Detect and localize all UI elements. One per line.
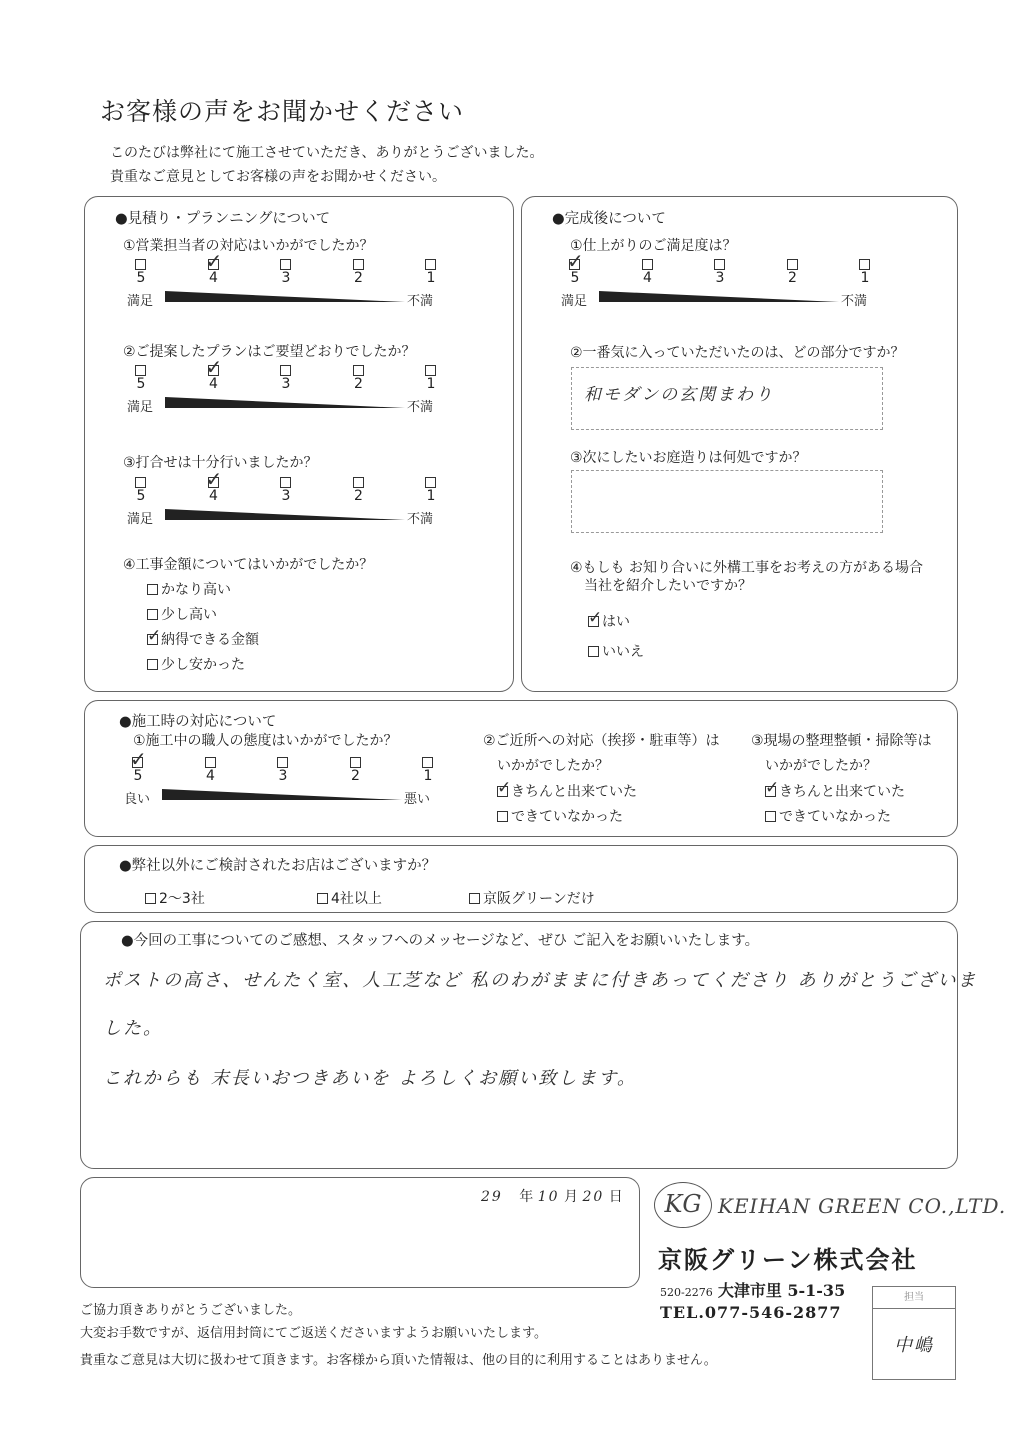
rating-number: 5 [136,488,146,504]
question-referral-2: 当社を紹介したいですか？ [584,578,752,594]
scale-label-good: 満足 [127,294,154,309]
intro-line-1: このたびは弊社にて施工させていただき、ありがとうございました。 [110,145,544,161]
date-month-label: 月 [564,1189,579,1205]
rating-checkbox[interactable] [353,365,364,376]
scale-label-bad: 不満 [407,294,434,309]
company-logo-text: KEIHAN GREEN CO.,LTD. [718,1194,1007,1218]
checkbox[interactable] [147,659,158,670]
checkmark-icon: ✓ [205,467,223,491]
scale-wedge [165,397,405,409]
checkbox[interactable] [317,893,328,904]
scale-label-bad: 不満 [407,512,434,527]
checkbox[interactable] [147,626,162,646]
rating-number: 1 [426,376,436,392]
scale-wedge-shape [165,291,405,302]
question-neighbors: ②ご近所への対応（挨拶・駐車等）は [483,733,720,749]
scale-label-good: 満足 [127,512,154,527]
message-line-3: これからも 末長いおつきあいを よろしくお願い致します。 [103,1068,637,1089]
rating-checkbox[interactable] [642,259,653,270]
rating-checkbox[interactable] [859,259,870,270]
question-cleanliness: ③現場の整理整頓・掃除等は [751,733,932,749]
checkmark-icon: ✓ [497,778,512,798]
estimate-section [84,196,514,692]
footer-line-3: 貴重なご意見は大切に扱わせて頂きます。お客様から頂いた情報は、他の目的に利用することはありません。 [80,1353,717,1368]
date-month: 10 [537,1189,560,1205]
scale-label-bad: 不満 [841,294,868,309]
section-title: ●完成後について [552,211,666,227]
option-label: 4社以上 [331,891,382,907]
rating-checkbox[interactable] [280,365,291,376]
scale-wedge [165,291,405,303]
question-sales-rep: ①営業担当者の対応はいかがでしたか？ [123,238,374,254]
option-label: きちんと出来ていた [779,784,905,800]
scale-label-good: 良い [124,792,151,807]
rating-checkbox[interactable] [135,259,146,270]
rating-number: 2 [354,376,363,392]
competitor-option[interactable] [469,888,595,908]
scale-label-bad: 悪い [404,792,431,807]
scale-label-good: 満足 [127,400,154,415]
cleanliness-ng[interactable] [765,806,891,826]
checkbox[interactable] [147,584,158,595]
rating-number: 3 [715,270,725,286]
option-label: 納得できる金額 [161,632,259,648]
date-year-label: 年 [519,1189,534,1205]
rating-number: 5 [136,270,146,286]
company-logo-mark: KG [654,1182,712,1228]
staff-stamp-box [872,1286,956,1380]
rating-number: 5 [133,768,143,784]
option-label: 京阪グリーンだけ [483,891,595,907]
next-garden-box[interactable] [571,470,883,533]
checkbox[interactable] [497,811,508,822]
option-label: できていなかった [779,809,891,825]
price-option[interactable] [147,579,231,599]
rating-number: 5 [570,270,580,286]
scale-wedge [599,291,839,303]
rating-checkbox[interactable] [205,757,216,768]
company-address [660,1278,845,1301]
construction-section [84,700,958,837]
rating-number: 2 [354,488,363,504]
rating-number: 2 [354,270,363,286]
address: 大津市里 5-1-35 [717,1281,846,1300]
company-tel: TEL.077-546-2877 [660,1303,842,1322]
scale-wedge-shape [165,397,405,408]
rating-scale[interactable] [124,747,442,817]
competitor-option[interactable] [145,888,205,908]
rating-checkbox[interactable] [422,757,433,768]
rating-scale[interactable] [127,355,445,425]
favorite-answer: 和モダンの玄関まわり [584,385,775,405]
scale-wedge [165,509,405,521]
question-plan: ②ご提案したプランはご要望どおりでしたか？ [123,344,416,360]
rating-number: 2 [788,270,797,286]
scale-label-bad: 不満 [407,400,434,415]
rating-scale[interactable] [127,467,445,537]
question-finish: ①仕上がりのご満足度は？ [570,238,737,254]
rating-checkbox[interactable] [135,365,146,376]
referral-yes[interactable] [588,608,630,631]
rating-number: 3 [281,376,291,392]
option-label: 少し高い [161,607,217,623]
rating-checkbox[interactable] [280,259,291,270]
competitor-section [84,845,958,913]
scale-wedge [162,789,402,801]
rating-checkbox[interactable] [353,477,364,488]
footer-line-2: 大変お手数ですが、返信用封筒にてご返送くださいますようお願いいたします。 [80,1326,547,1341]
price-option[interactable] [147,604,217,624]
section-title: ●今回の工事についてのご感想、スタッフへのメッセージなど、ぜひ ご記入をお願いいたします。 [121,933,760,949]
checkmark-icon: ✓ [130,747,147,771]
question-cleanliness-2: いかがでしたか？ [765,758,877,774]
question-favorite: ②一番気に入っていただいたのは、どの部分ですか？ [570,345,905,361]
question-next-garden: ③次にしたいお庭造りは何処ですか？ [570,450,807,466]
rating-number: 3 [281,488,291,504]
question-price: ④工事金額についてはいかがでしたか？ [123,557,374,573]
rating-number: 5 [136,376,146,392]
question-referral: ④もしも お知り合いに外構工事をお考えの方がある場合 [570,560,923,576]
option-label: きちんと出来ていた [511,784,637,800]
rating-checkbox[interactable] [350,757,361,768]
favorite-answer-box[interactable] [571,367,883,430]
rating-number: 4 [209,270,218,286]
footer-line-1: ご協力頂きありがとうございました。 [80,1303,302,1318]
question-neighbors-2: いかがでしたか？ [497,758,609,774]
rating-number: 1 [426,270,436,286]
section-title: ●弊社以外にご検討されたお店はございますか？ [119,858,437,874]
rating-checkbox[interactable] [135,477,146,488]
neighbors-ok[interactable] [497,778,637,801]
staff-name: 中嶋 [894,1335,934,1356]
rating-checkbox[interactable] [353,259,364,270]
rating-number: 1 [426,488,436,504]
message-line-2: した。 [103,1018,163,1039]
checkmark-icon: ✓ [765,778,780,798]
page-title: お客様の声をお聞かせください [100,97,465,126]
option-label: いいえ [602,644,644,660]
date-box [80,1177,640,1288]
checkmark-icon: ✓ [205,249,223,273]
section-title: ●施工時の対応について [119,714,277,730]
company-name: 京阪グリーン株式会社 [658,1245,918,1274]
date-day-label: 日 [608,1189,623,1205]
scale-label-good: 満足 [561,294,588,309]
rating-checkbox[interactable] [425,477,436,488]
checkmark-icon: ✓ [588,608,603,628]
price-option[interactable] [147,626,259,649]
rating-checkbox[interactable] [787,259,798,270]
rating-number: 2 [351,768,360,784]
price-option[interactable] [147,654,245,674]
rating-checkbox[interactable] [425,259,436,270]
checkbox[interactable] [588,646,599,657]
rating-scale[interactable] [561,249,879,319]
scale-wedge-shape [162,789,402,800]
completion-section [521,196,958,692]
rating-number: 4 [209,488,218,504]
scale-wedge-shape [599,291,839,302]
rating-number: 1 [860,270,870,286]
zip-code: 520-2276 [660,1286,713,1299]
option-label: 少し安かった [161,657,245,673]
rating-number: 4 [209,376,218,392]
option-label: できていなかった [511,809,623,825]
checkbox[interactable] [588,608,603,628]
checkbox[interactable] [469,893,480,904]
referral-no[interactable] [588,641,644,661]
option-label: はい [602,614,630,630]
intro-line-2: 貴重なご意見としてお客様の声をお聞かせください。 [110,169,446,185]
checkbox[interactable] [145,893,156,904]
rating-checkbox[interactable] [277,757,288,768]
checkmark-icon: ✓ [567,249,584,273]
competitor-option[interactable] [317,888,382,908]
checkmark-icon: ✓ [147,626,162,646]
option-label: 2～3社 [159,891,205,907]
date-year: 29 [481,1189,503,1205]
neighbors-ng[interactable] [497,806,623,826]
stamp-label: 担当 [873,1287,955,1309]
checkbox[interactable] [147,609,158,620]
rating-checkbox[interactable] [714,259,725,270]
cleanliness-ok[interactable] [765,778,905,801]
checkbox[interactable] [765,778,780,798]
rating-number: 4 [643,270,652,286]
rating-number: 4 [206,768,215,784]
message-line-1: ポストの高さ、せんたく室、人工芝など 私のわがままに付きあってくださり ありがとうございま [103,970,978,991]
date-day: 20 [582,1189,605,1205]
question-meeting: ③打合せは十分行いましたか？ [123,455,318,471]
checkmark-icon: ✓ [205,355,223,379]
scale-wedge-shape [165,509,405,520]
question-craftsmen: ①施工中の職人の態度はいかがでしたか？ [133,733,398,749]
date-field[interactable] [481,1186,623,1206]
message-section [80,921,978,1169]
rating-checkbox[interactable] [280,477,291,488]
rating-scale[interactable] [127,249,445,319]
option-label: かなり高い [161,582,231,598]
checkbox[interactable] [765,811,776,822]
rating-checkbox[interactable] [425,365,436,376]
section-title: ●見積り・プランニングについて [115,211,331,227]
rating-number: 3 [278,768,288,784]
rating-number: 1 [423,768,433,784]
rating-number: 3 [281,270,291,286]
checkbox[interactable] [497,778,512,798]
